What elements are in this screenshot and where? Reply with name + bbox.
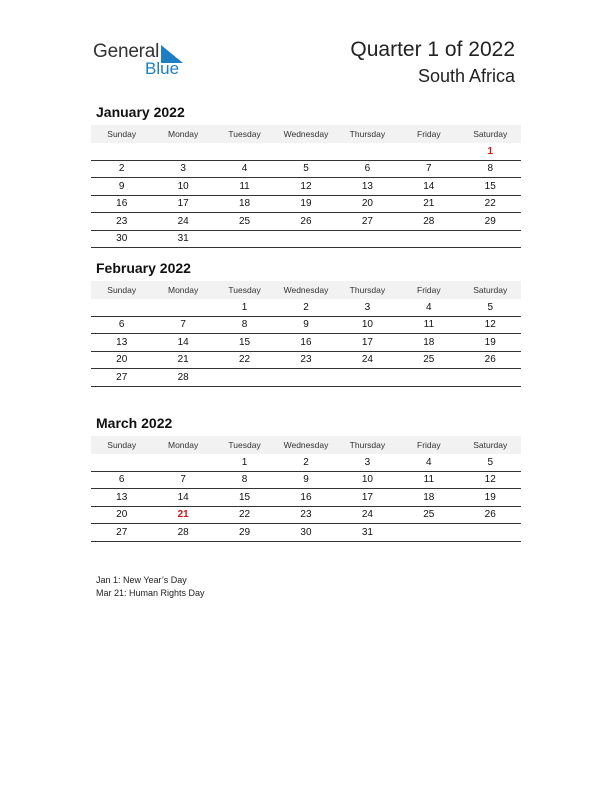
day-cell: 2: [303, 301, 309, 313]
day-cell: 25: [238, 215, 251, 227]
day-cell: 2: [303, 456, 309, 468]
day-cell: 14: [423, 180, 435, 192]
day-cell: 9: [303, 319, 309, 331]
weekday-label: Monday: [168, 440, 199, 450]
day-cell: 3: [364, 456, 371, 468]
weekday-label: Wednesday: [283, 285, 329, 295]
weekday-label: Sunday: [107, 440, 137, 450]
day-cell: 3: [364, 301, 371, 313]
day-cell: 11: [423, 319, 435, 331]
day-cell: 13: [361, 180, 373, 192]
day-cell: 27: [116, 526, 128, 538]
logo: [93, 41, 203, 81]
weekday-label: Saturday: [473, 285, 508, 295]
day-cell: 27: [116, 371, 128, 383]
day-cell: 15: [484, 180, 496, 192]
day-cell: 19: [300, 198, 312, 210]
day-cell: 1: [241, 301, 248, 313]
holiday-note: Mar 21: Human Rights Day: [96, 588, 205, 598]
day-cell: 28: [177, 371, 189, 383]
country-name: South Africa: [417, 66, 515, 86]
weekday-label: Saturday: [473, 440, 508, 450]
day-cell: 28: [423, 215, 435, 227]
day-cell: 18: [423, 491, 435, 503]
weekday-label: Sunday: [107, 129, 137, 139]
day-cell: 10: [361, 474, 373, 486]
day-cell: 29: [238, 526, 251, 538]
day-cell: 2: [118, 163, 125, 175]
week-row: [91, 454, 521, 472]
day-cell: 7: [426, 163, 432, 175]
month-february: [91, 259, 521, 387]
day-cell: 27: [361, 215, 373, 227]
week-row: [91, 231, 521, 249]
week-row: [91, 524, 521, 542]
day-cell: 18: [238, 198, 251, 210]
week-row: [91, 352, 521, 370]
day-cell: 26: [300, 215, 312, 227]
week-row: [91, 507, 521, 525]
weekday-header: [91, 281, 521, 299]
day-cell: 29: [484, 215, 496, 227]
weekday-label: Monday: [168, 129, 199, 139]
weekday-label: Friday: [417, 440, 441, 450]
day-cell: 24: [361, 354, 373, 366]
day-cell: 23: [300, 354, 312, 366]
day-cell: 23: [116, 215, 128, 227]
day-cell: 8: [241, 474, 248, 486]
day-cell: 8: [487, 163, 494, 175]
day-cell: 1: [241, 456, 248, 468]
day-cell: 7: [180, 319, 186, 331]
day-cell: 11: [423, 474, 435, 486]
weekday-label: Monday: [168, 285, 199, 295]
day-cell: 17: [361, 336, 373, 348]
week-row: [91, 489, 521, 507]
holiday-day-cell: 1: [487, 145, 494, 157]
day-cell: 18: [423, 336, 435, 348]
weekday-header: [91, 436, 521, 454]
day-cell: 5: [487, 456, 494, 468]
day-cell: 26: [484, 509, 496, 521]
weekday-label: Tuesday: [228, 285, 261, 295]
weekday-label: Friday: [417, 129, 441, 139]
week-row: [91, 196, 521, 214]
day-cell: 21: [423, 198, 435, 210]
day-cell: 19: [484, 491, 496, 503]
day-cell: 5: [487, 301, 494, 313]
day-cell: 16: [116, 198, 128, 210]
month-title: February 2022: [96, 260, 191, 276]
day-cell: 20: [116, 354, 128, 366]
week-row: [91, 299, 521, 317]
day-cell: 12: [484, 474, 496, 486]
logo-word-general: General: [93, 41, 160, 62]
day-cell: 12: [484, 319, 496, 331]
weekday-label: Thursday: [349, 285, 386, 295]
day-cell: 10: [361, 319, 373, 331]
day-cell: 22: [238, 354, 251, 366]
week-rows: [91, 454, 521, 542]
day-cell: 23: [300, 509, 312, 521]
week-rows: [91, 143, 521, 248]
week-row: [91, 178, 521, 196]
holiday-day-cell: 21: [177, 509, 189, 521]
weekday-label: Thursday: [349, 440, 386, 450]
day-cell: 24: [177, 215, 189, 227]
day-cell: 4: [426, 456, 432, 468]
day-cell: 16: [300, 336, 312, 348]
month-title: March 2022: [96, 415, 173, 431]
day-cell: 31: [361, 526, 373, 538]
day-cell: 5: [303, 163, 309, 175]
day-cell: 14: [177, 491, 189, 503]
month-january: [91, 103, 521, 248]
day-cell: 20: [116, 509, 128, 521]
week-row: [91, 334, 521, 352]
day-cell: 11: [239, 180, 250, 192]
day-cell: 19: [484, 336, 496, 348]
day-cell: 15: [238, 491, 251, 503]
day-cell: 30: [300, 526, 312, 538]
day-cell: 28: [177, 526, 189, 538]
day-cell: 24: [361, 509, 373, 521]
day-cell: 14: [177, 336, 189, 348]
day-cell: 7: [180, 474, 186, 486]
week-row: [91, 317, 521, 335]
week-rows: [91, 299, 521, 387]
day-cell: 13: [116, 491, 128, 503]
weekday-label: Thursday: [349, 129, 386, 139]
holiday-notes: [96, 574, 205, 600]
month-title: January 2022: [96, 104, 185, 120]
day-cell: 31: [177, 233, 189, 245]
day-cell: 6: [118, 319, 125, 331]
day-cell: 6: [364, 163, 371, 175]
weekday-label: Wednesday: [283, 129, 329, 139]
logo-word-blue: Blue: [145, 59, 180, 78]
weekday-label: Saturday: [473, 129, 508, 139]
weekday-label: Sunday: [107, 285, 137, 295]
week-row: [91, 369, 521, 387]
day-cell: 17: [177, 198, 189, 210]
page-title: Quarter 1 of 2022: [350, 38, 515, 61]
day-cell: 30: [116, 233, 128, 245]
day-cell: 10: [177, 180, 189, 192]
day-cell: 12: [300, 180, 312, 192]
week-row: [91, 213, 521, 231]
day-cell: 3: [180, 163, 186, 175]
day-cell: 16: [300, 491, 312, 503]
day-cell: 25: [423, 509, 435, 521]
day-cell: 17: [361, 491, 373, 503]
day-cell: 15: [238, 336, 251, 348]
weekday-label: Wednesday: [283, 440, 329, 450]
day-cell: 21: [177, 354, 189, 366]
week-row: [91, 143, 521, 161]
day-cell: 22: [484, 198, 496, 210]
weekday-label: Tuesday: [228, 129, 261, 139]
day-cell: 20: [361, 198, 373, 210]
day-cell: 22: [238, 509, 251, 521]
day-cell: 4: [241, 163, 248, 175]
day-cell: 9: [118, 180, 125, 192]
week-row: [91, 472, 521, 490]
weekday-label: Tuesday: [228, 440, 261, 450]
day-cell: 25: [423, 354, 435, 366]
day-cell: 13: [116, 336, 128, 348]
week-row: [91, 161, 521, 179]
weekday-label: Friday: [417, 285, 441, 295]
weekday-header: [91, 125, 521, 143]
day-cell: 4: [426, 301, 432, 313]
day-cell: 8: [241, 319, 248, 331]
holiday-note: Jan 1: New Year’s Day: [96, 575, 187, 585]
day-cell: 26: [484, 354, 496, 366]
month-march: [91, 414, 521, 542]
day-cell: 6: [118, 474, 125, 486]
day-cell: 9: [303, 474, 309, 486]
